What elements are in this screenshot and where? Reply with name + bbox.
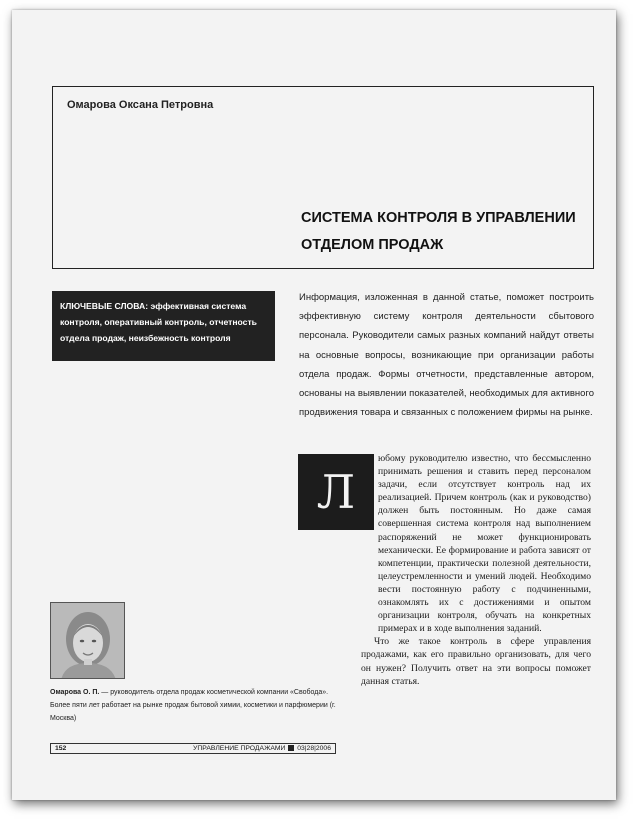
- title-line-2: ОТДЕЛОМ ПРОДАЖ: [301, 237, 444, 253]
- page-number: 152: [55, 745, 67, 752]
- article-body: [361, 452, 591, 688]
- article-title: [301, 205, 581, 259]
- journal-issue: [193, 744, 331, 753]
- title-line-1: СИСТЕМА КОНТРОЛЯ В УПРАВЛЕНИИ: [301, 210, 576, 226]
- keywords-text: эффективная система контроля, оперативный контроль, отчетность отдела продаж, неизбежность контроля: [60, 301, 257, 343]
- author-portrait-image: [51, 603, 125, 679]
- article-paragraph-2: Что же такое контроль в сфере управления продажами, как его правильно организовать, для чего он нужен? Получить ответ на эти вопросы поможет данная статья.: [361, 636, 591, 687]
- article-header-box: [52, 86, 594, 269]
- article-paragraph-1: юбому руководителю известно, что бессмысленно принимать решения и ставить перед персоналом задачи, если отсутствует контроль над их реализацией. Причем контроль (как и руководство) должен быть постоянным. Но даже самая совершенная система контроля над выполнением распоряжений не может функционировать механически. Ее формирование и работа зависят от компетенции, практически полезной деятельности, целеустремленности и умений людей. Необходимо вести постоянную работу с подчиненными, ознакомлять их с достижениями и опытом организации контроля, обучать на конкретных примерах и в ходе выполнения заданий.: [378, 453, 591, 635]
- author-photo: [50, 602, 125, 679]
- keywords-label: КЛЮЧЕВЫЕ СЛОВА:: [60, 301, 149, 311]
- caption-text: — руководитель отдела продаж косметической компании «Свобода». Более пяти лет работает на рынке продаж бытовой химии, косметики и парфюмерии (г. Москва): [50, 689, 336, 722]
- keywords-box: [52, 291, 275, 361]
- magazine-page: [12, 10, 616, 800]
- lead-paragraph: Информация, изложенная в данной статье, поможет построить эффективную систему контроля деятельности сбытового персонала. Руководители самых разных компаний найдут ответы на основные вопросы, возникающие при организации работы отдела продаж. Формы отчетности, представленные автором, основаны на выявлении показателей, необходимых для активного продвижения товара и связанных с положением фирмы на рынке.: [299, 292, 594, 419]
- author-name: Омарова Оксана Петровна: [67, 99, 214, 111]
- issue-number: 03|28|2006: [297, 745, 331, 752]
- drop-cap: Л: [298, 454, 374, 530]
- author-caption: [50, 686, 338, 725]
- square-bullet-icon: [288, 745, 294, 751]
- page-footer: [50, 743, 336, 754]
- caption-author-name: Омарова О. П.: [50, 689, 100, 696]
- journal-name: УПРАВЛЕНИЕ ПРОДАЖАМИ: [193, 745, 286, 752]
